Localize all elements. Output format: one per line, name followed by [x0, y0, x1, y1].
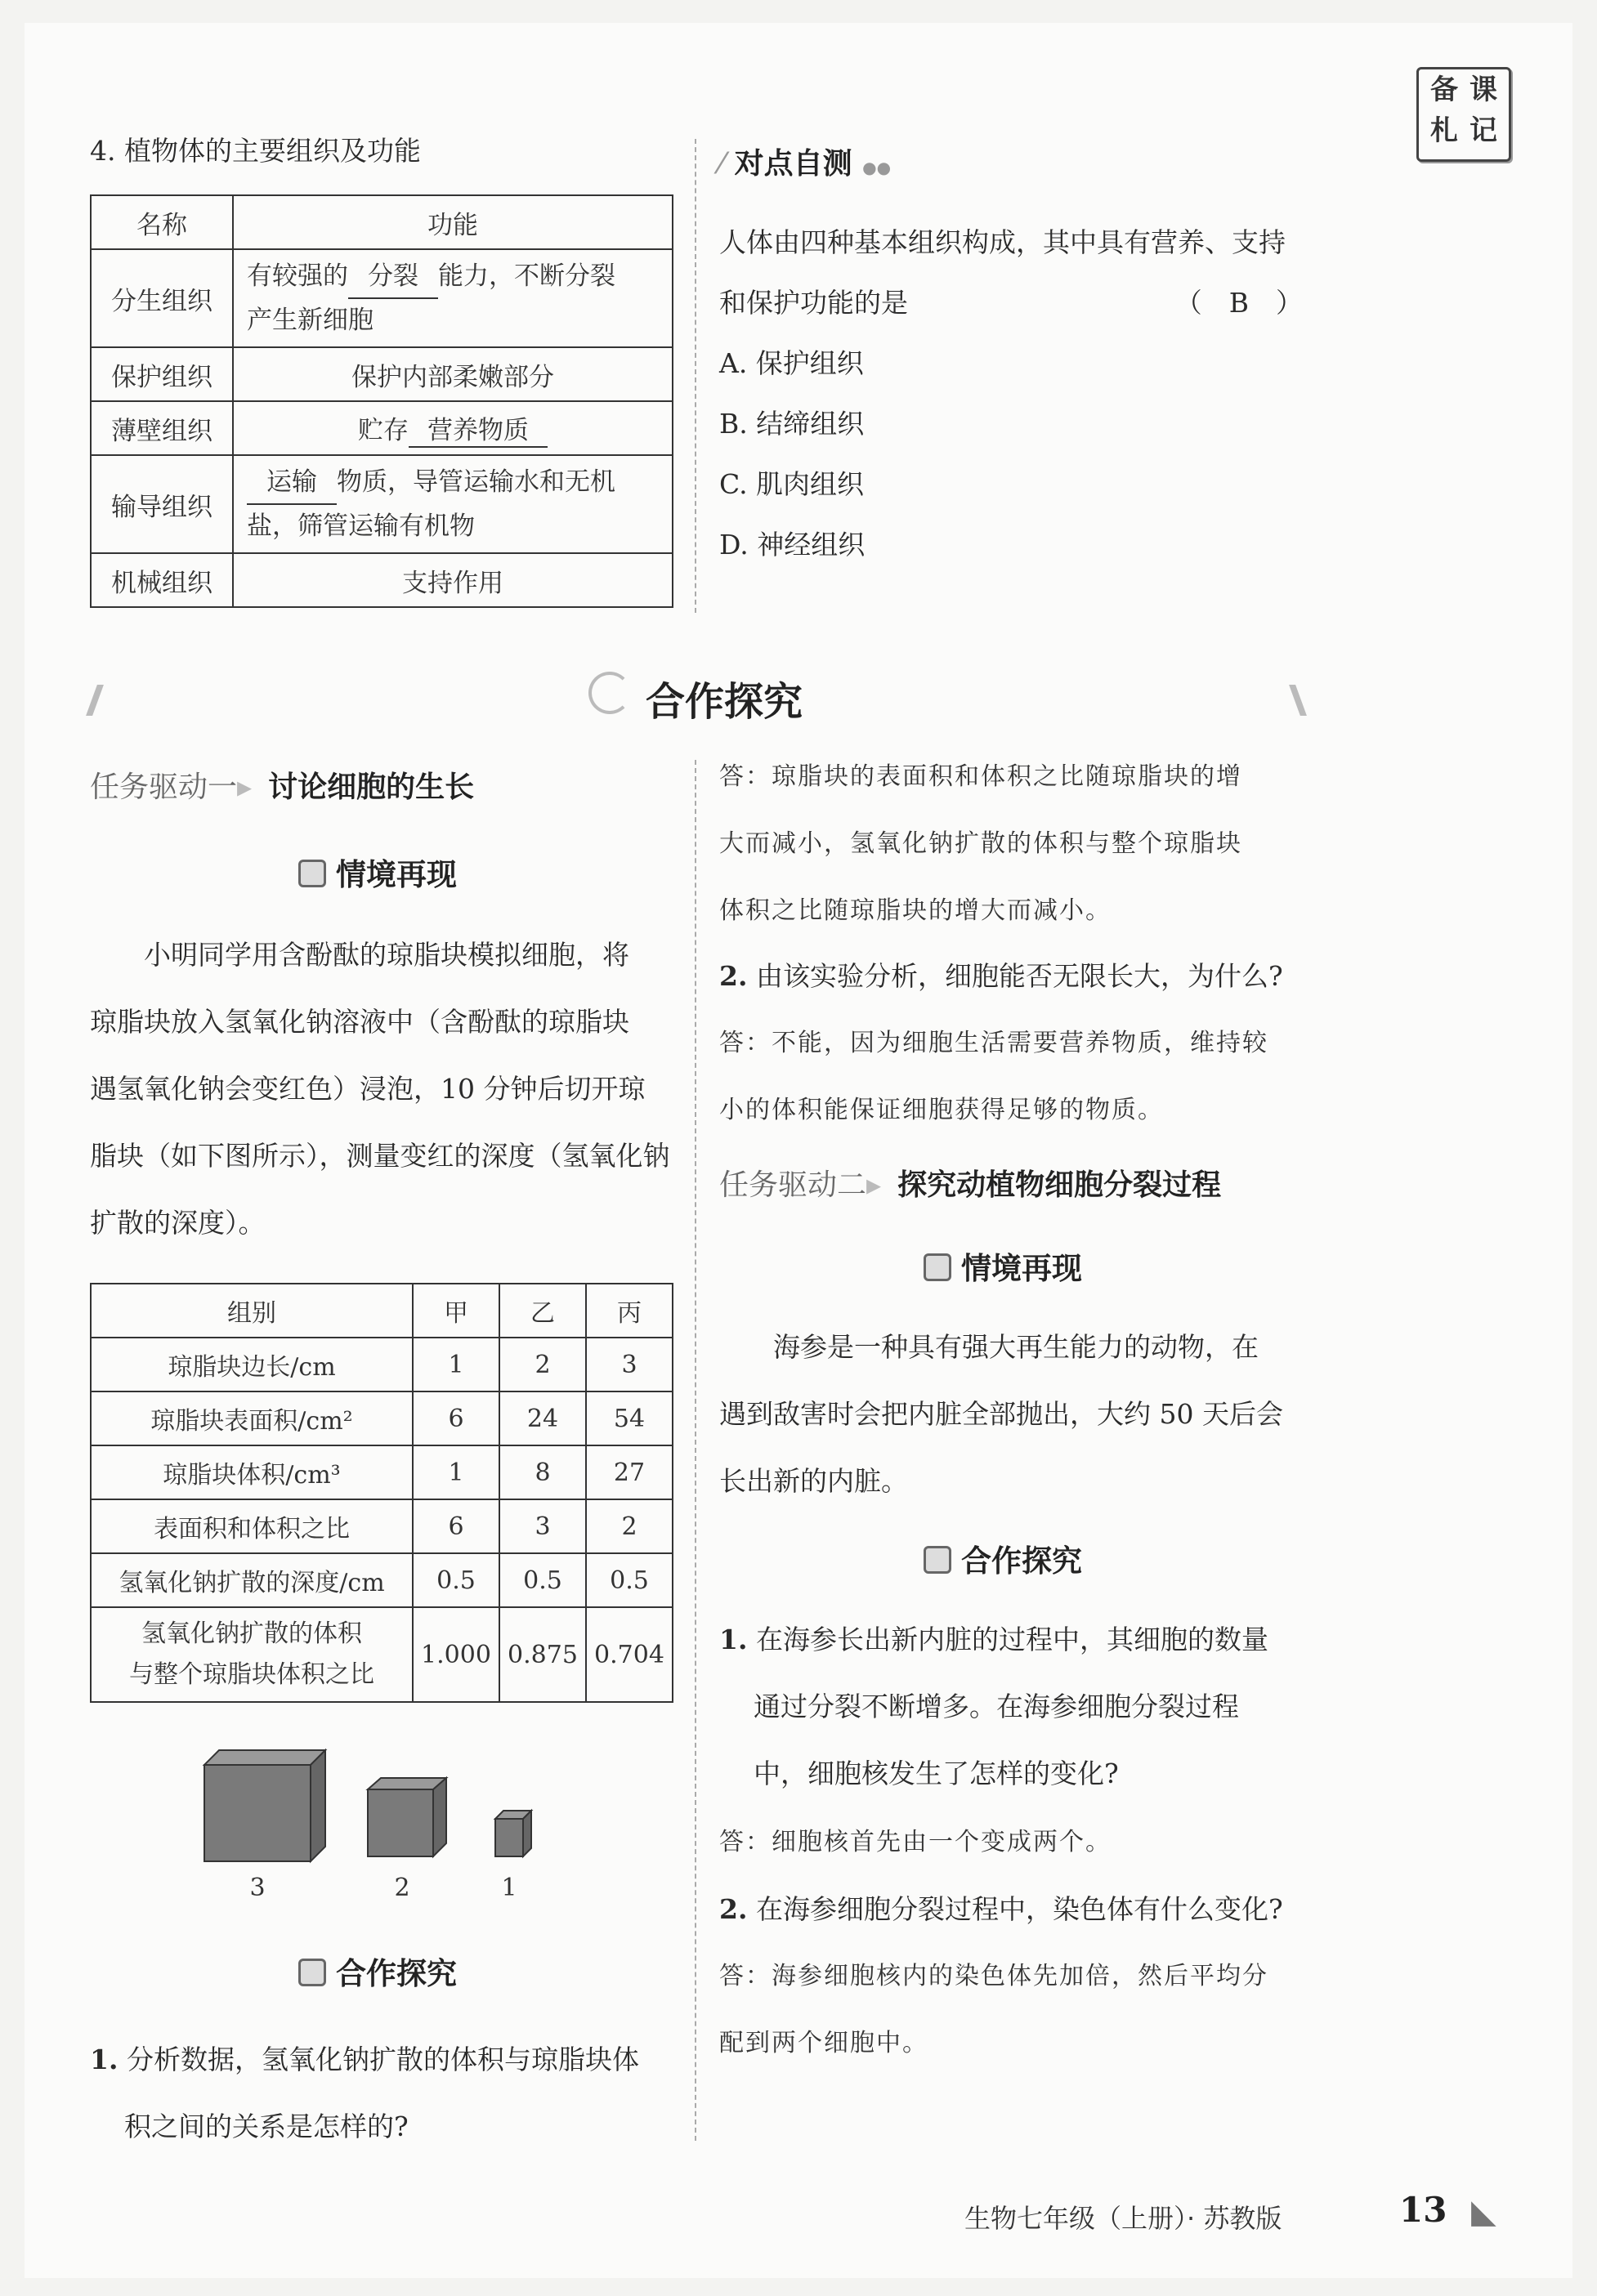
question-number: 1. [719, 1624, 748, 1655]
cube-medium [368, 1778, 446, 1856]
question-number: 1. [90, 2044, 119, 2075]
page-number: 13 [1399, 2190, 1447, 2230]
coop-icon [298, 1959, 326, 1986]
table-cell: 0.5 [586, 1553, 673, 1607]
table-header-cell: 功能 [233, 195, 673, 249]
stamp-char: 札 [1430, 114, 1458, 147]
agar-data-table [90, 1283, 673, 1703]
arrow-icon: ▸ [237, 771, 253, 804]
table-row [91, 195, 673, 249]
para-line: 小明同学用含酚酞的琼脂块模拟细胞，将 [144, 939, 629, 971]
filled-blank: 运输 [247, 461, 337, 505]
dots-icon: ●● [862, 158, 892, 177]
table-cell: 54 [586, 1391, 673, 1445]
column-divider [695, 760, 696, 2141]
scene-title-text: 情境再现 [961, 1251, 1082, 1286]
table-header-cell: 名称 [91, 195, 233, 249]
stamp-char: 课 [1470, 74, 1497, 106]
question-line: 中，细胞核发生了怎样的变化? [754, 1758, 1119, 1789]
task-name: 讨论细胞的生长 [268, 771, 475, 804]
option: A. 保护组织 [719, 347, 864, 379]
self-test-title-text: 对点自测 [734, 147, 852, 181]
table-cell: 保护内部柔嫩部分 [233, 347, 673, 401]
coop-title [924, 1536, 1082, 1580]
cube-large [204, 1750, 325, 1861]
answer-line: 答：细胞核首先由一个变成两个。 [719, 1828, 1112, 1856]
question-number: 2. [719, 960, 748, 992]
table-header-cell: 乙 [499, 1284, 586, 1338]
table-cell: 27 [586, 1445, 673, 1499]
filled-blank: 营养物质 [409, 409, 548, 448]
question-number: 2. [719, 1893, 748, 1925]
cell-text: 能力，不断分裂 [438, 261, 615, 291]
table-cell [233, 455, 673, 553]
table-row [91, 1284, 673, 1338]
cube-label: 2 [394, 1874, 410, 1902]
answer-block [719, 744, 1303, 945]
cube-small [495, 1811, 531, 1856]
self-test-title [719, 141, 891, 182]
question-line [719, 1876, 1303, 1943]
question-block [719, 1876, 1303, 1943]
table-cell: 3 [499, 1499, 586, 1553]
question-text: 和保护功能的是 [719, 287, 908, 319]
cube-label: 1 [501, 1874, 517, 1902]
table-cell: 琼脂块边长/cm [91, 1338, 413, 1391]
plant-tissue-table [90, 194, 673, 608]
table-row [91, 1499, 673, 1553]
answer-line: 答：琼脂块的表面积和体积之比随琼脂块的增 [719, 762, 1242, 791]
cell-text: 产生新细胞 [247, 306, 374, 335]
para-line: 海参是一种具有强大再生能力的动物，在 [773, 1331, 1259, 1363]
table-cell [91, 1607, 413, 1702]
scene-paragraph [90, 922, 673, 1257]
question-text: 在海参细胞分裂过程中，染色体有什么变化? [755, 1893, 1283, 1925]
table-row [91, 1553, 673, 1607]
answer-line: 小的体积能保证细胞获得足够的物质。 [719, 1096, 1164, 1124]
table-cell: 琼脂块表面积/cm² [91, 1391, 413, 1445]
book-title: 生物七年级（上册）· 苏教版 [964, 2203, 1282, 2234]
table-row [91, 401, 673, 455]
table-header-cell: 丙 [586, 1284, 673, 1338]
corner-arrow-icon: ◣ [1471, 2193, 1496, 2231]
table-cell: 1 [413, 1338, 499, 1391]
table-cell: 0.5 [499, 1553, 586, 1607]
column-divider [695, 139, 696, 613]
scene-title [298, 850, 457, 894]
question-line [719, 943, 1303, 1010]
table-cell: 氢氧化钠扩散的深度/cm [91, 1553, 413, 1607]
table-cell: 0.5 [413, 1553, 499, 1607]
coop-title [298, 1949, 457, 1993]
table-row [91, 249, 673, 347]
scene-title [924, 1244, 1082, 1288]
cell-text: 与整个琼脂块体积之比 [129, 1660, 374, 1689]
table-row [91, 347, 673, 401]
slash-icon: ⁄ [719, 147, 725, 181]
table-row [91, 1391, 673, 1445]
question-block [719, 943, 1303, 1010]
table-cell: 6 [413, 1391, 499, 1445]
table-cell: 1.000 [413, 1607, 499, 1702]
table-row [91, 1338, 673, 1391]
question-line: 通过分裂不断增多。在海参细胞分裂过程 [754, 1691, 1239, 1722]
table-row [91, 553, 673, 607]
question-text: 由该实验分析，细胞能否无限长大，为什么? [755, 960, 1283, 992]
answer-block [719, 1943, 1303, 2077]
cell-text: 盐，筛管运输有机物 [247, 511, 475, 541]
coop-title-text: 合作探究 [961, 1543, 1082, 1579]
table-row [91, 1607, 673, 1702]
table-cell: 2 [586, 1499, 673, 1553]
answer-block [719, 1010, 1303, 1144]
cell-text: 物质，导管运输水和无机 [337, 467, 615, 497]
table-cell: 0.704 [586, 1607, 673, 1702]
table-header-cell: 甲 [413, 1284, 499, 1338]
option: D. 神经组织 [719, 529, 866, 561]
coop-icon [924, 1546, 951, 1574]
table-cell: 表面积和体积之比 [91, 1499, 413, 1553]
table-cell [233, 249, 673, 347]
task1-header [90, 764, 474, 806]
coop-title-text: 合作探究 [336, 1956, 457, 1991]
table-cell: 输导组织 [91, 455, 233, 553]
question-line [719, 1606, 1303, 1673]
option: C. 肌肉组织 [719, 468, 865, 500]
arrow-icon: ▸ [866, 1168, 882, 1202]
cell-text: 有较强的 [247, 261, 348, 291]
table-cell: 薄壁组织 [91, 401, 233, 455]
question-line [90, 2026, 673, 2093]
question-line [719, 273, 1303, 333]
task-name: 探究动植物细胞分裂过程 [897, 1168, 1222, 1202]
task-label: 任务驱动二 [719, 1168, 867, 1202]
table-cell: 0.875 [499, 1607, 586, 1702]
answer-line: 答：海参细胞核内的染色体先加倍，然后平均分 [719, 1962, 1268, 1990]
agar-cubes-illustration [188, 1732, 580, 1920]
table-cell [233, 401, 673, 455]
section-heading: 4. 植物体的主要组织及功能 [90, 135, 421, 167]
scene-title-text: 情境再现 [336, 857, 457, 892]
question-line: 积之间的关系是怎样的? [124, 2111, 409, 2142]
answer-line: 答：不能，因为细胞生活需要营养物质，维持较 [719, 1029, 1268, 1057]
table-cell: 2 [499, 1338, 586, 1391]
banner-title: 合作探究 [646, 679, 803, 725]
table-cell: 支持作用 [233, 553, 673, 607]
notes-stamp [1416, 67, 1511, 162]
table-row [91, 1445, 673, 1499]
table-header-cell: 组别 [91, 1284, 413, 1338]
scene-icon [298, 860, 326, 887]
cell-text: 贮存 [358, 415, 409, 445]
answer-line: 体积之比随琼脂块的增大而减小。 [719, 896, 1112, 925]
para-line: 脂块（如下图所示），测量变红的深度（氢氧化钠 [90, 1140, 670, 1172]
scene-icon [924, 1253, 951, 1281]
stamp-char: 记 [1470, 114, 1497, 147]
question-block [90, 2026, 673, 2160]
table-cell: 8 [499, 1445, 586, 1499]
answer-line: 大而减小，氢氧化钠扩散的体积与整个琼脂块 [719, 829, 1242, 858]
table-cell: 24 [499, 1391, 586, 1445]
table-cell: 1 [413, 1445, 499, 1499]
para-line: 扩散的深度）。 [90, 1207, 266, 1239]
question-text: 在海参长出新内脏的过程中，其细胞的数量 [755, 1624, 1268, 1655]
table-cell: 分生组织 [91, 249, 233, 347]
para-line: 琼脂块放入氢氧化钠溶液中（含酚酞的琼脂块 [90, 1006, 629, 1038]
para-line: 长出新的内脏。 [719, 1465, 908, 1497]
question-block [719, 1606, 1303, 1807]
question-line: 人体由四种基本组织构成，其中具有营养、支持 [719, 226, 1286, 258]
table-cell: 6 [413, 1499, 499, 1553]
answer-bracket: （ B ） [1174, 287, 1303, 319]
filled-blank: 分裂 [348, 255, 438, 299]
magnifier-icon [588, 672, 631, 714]
cube-label: 3 [249, 1874, 266, 1902]
stamp-char: 备 [1430, 74, 1458, 106]
table-cell: 保护组织 [91, 347, 233, 401]
question-text: 分析数据，氢氧化钠扩散的体积与琼脂块体 [126, 2044, 639, 2075]
table-cell: 机械组织 [91, 553, 233, 607]
self-test-question [719, 212, 1303, 575]
option: B. 结缔组织 [719, 408, 865, 440]
task2-header [719, 1162, 1221, 1204]
scene-paragraph [719, 1314, 1303, 1515]
answer-line: 配到两个细胞中。 [719, 2029, 928, 2057]
task-label: 任务驱动一 [90, 771, 238, 804]
table-cell: 琼脂块体积/cm³ [91, 1445, 413, 1499]
para-line: 遇到敌害时会把内脏全部抛出，大约 50 天后会 [719, 1398, 1283, 1430]
table-row [91, 455, 673, 553]
para-line: 遇氢氧化钠会变红色）浸泡，10 分钟后切开琼 [90, 1073, 646, 1105]
cell-text: 氢氧化钠扩散的体积 [141, 1619, 362, 1648]
table-cell: 3 [586, 1338, 673, 1391]
